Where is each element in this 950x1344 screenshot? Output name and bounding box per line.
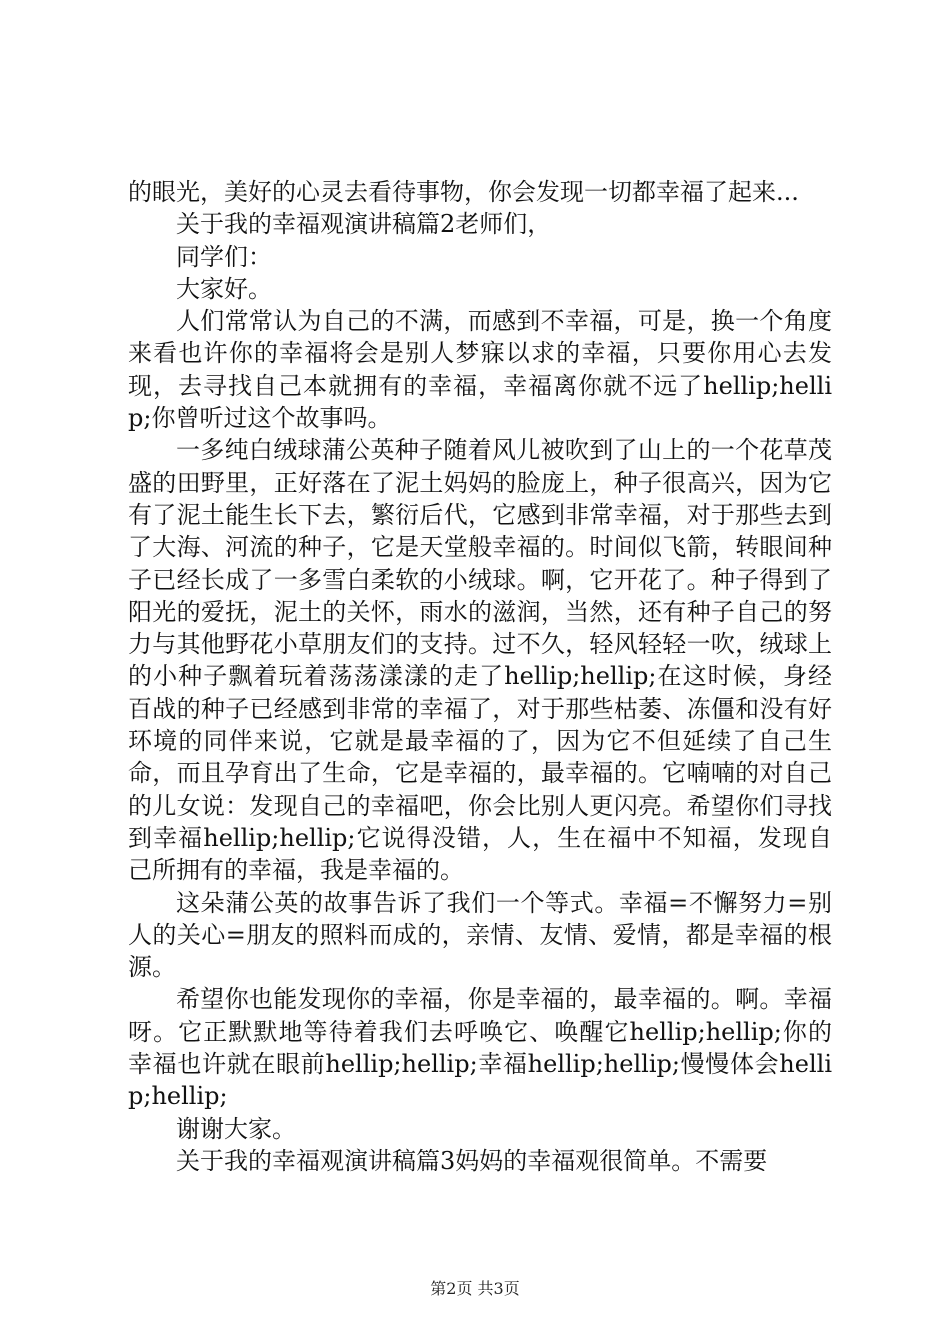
paragraph-section-2-heading: 关于我的幸福观演讲稿篇2老师们， [176, 210, 552, 239]
paragraph-greeting: 大家好。 [176, 274, 272, 303]
paragraph-continuation: 的眼光，美好的心灵去看待事物，你会发现一切都幸福了起来... [128, 178, 799, 206]
paragraph-intro: 人们常常认为自己的不满，而感到不幸福，可是，换一个角度来看也许你的幸福将会是别人梦寐以求的幸福，只要你用心去发现，去寻找自己本就拥有的幸福，幸福离你就不远了hellip;hellip;你曾听过这个故事吗。 [128, 307, 832, 433]
paragraph-dandelion-story: 一多纯白绒球蒲公英种子随着风儿被吹到了山上的一个花草茂盛的田野里，正好落在了泥土妈妈的脸庞上，种子很高兴，因为它有了泥土能生长下去，繁衍后代，它感到非常幸福，对于那些去到了大海、河流的种子，它是天堂般幸福的。时间似飞箭，转眼间种子已经长成了一多雪白柔软的小绒球。啊，它开花了。种子得到了阳光的爱抚，泥土的关怀，雨水的滋润，当然，还有种子自己的努力与其他野花小草朋友们的支持。过不久，轻风轻轻一吹，绒球上的小种子飘着玩着荡荡漾漾的走了hellip;hellip;在这时候，身经百战的种子已经感到非常的幸福了，对于那些枯萎、冻僵和没有好环境的同伴来说，它就是最幸福的了，因为它不但延续了自己生命，而且孕育出了生命，它是幸福的，最幸福的。它喃喃的对自己的儿女说：发现自己的幸福吧，你会比别人更闪亮。希望你们寻找到幸福hellip;hellip;它说得没错，人，生在福中不知福，发现自己所拥有的幸福，我是幸福的。 [128, 436, 832, 885]
document-body [128, 176, 832, 1177]
paragraph-section-3-heading: 关于我的幸福观演讲稿篇3妈妈的幸福观很简单。不需要 [176, 1146, 768, 1175]
paragraph-thanks: 谢谢大家。 [176, 1114, 296, 1143]
page-footer: 第2页 共3页 [430, 1279, 520, 1298]
paragraph-equation: 这朵蒲公英的故事告诉了我们一个等式。幸福=不懈努力=别人的关心=朋友的照料而成的，亲情、友情、爱情，都是幸福的根源。 [128, 888, 832, 982]
paragraph-wish: 希望你也能发现你的幸福，你是幸福的，最幸福的。啊。幸福呀。它正默默地等待着我们去呼唤它、唤醒它hellip;hellip;你的幸福也许就在眼前hellip;hellip;幸福hellip;hellip;慢慢体会hellip;hellip; [128, 985, 832, 1111]
paragraph-salutation: 同学们： [176, 242, 272, 271]
